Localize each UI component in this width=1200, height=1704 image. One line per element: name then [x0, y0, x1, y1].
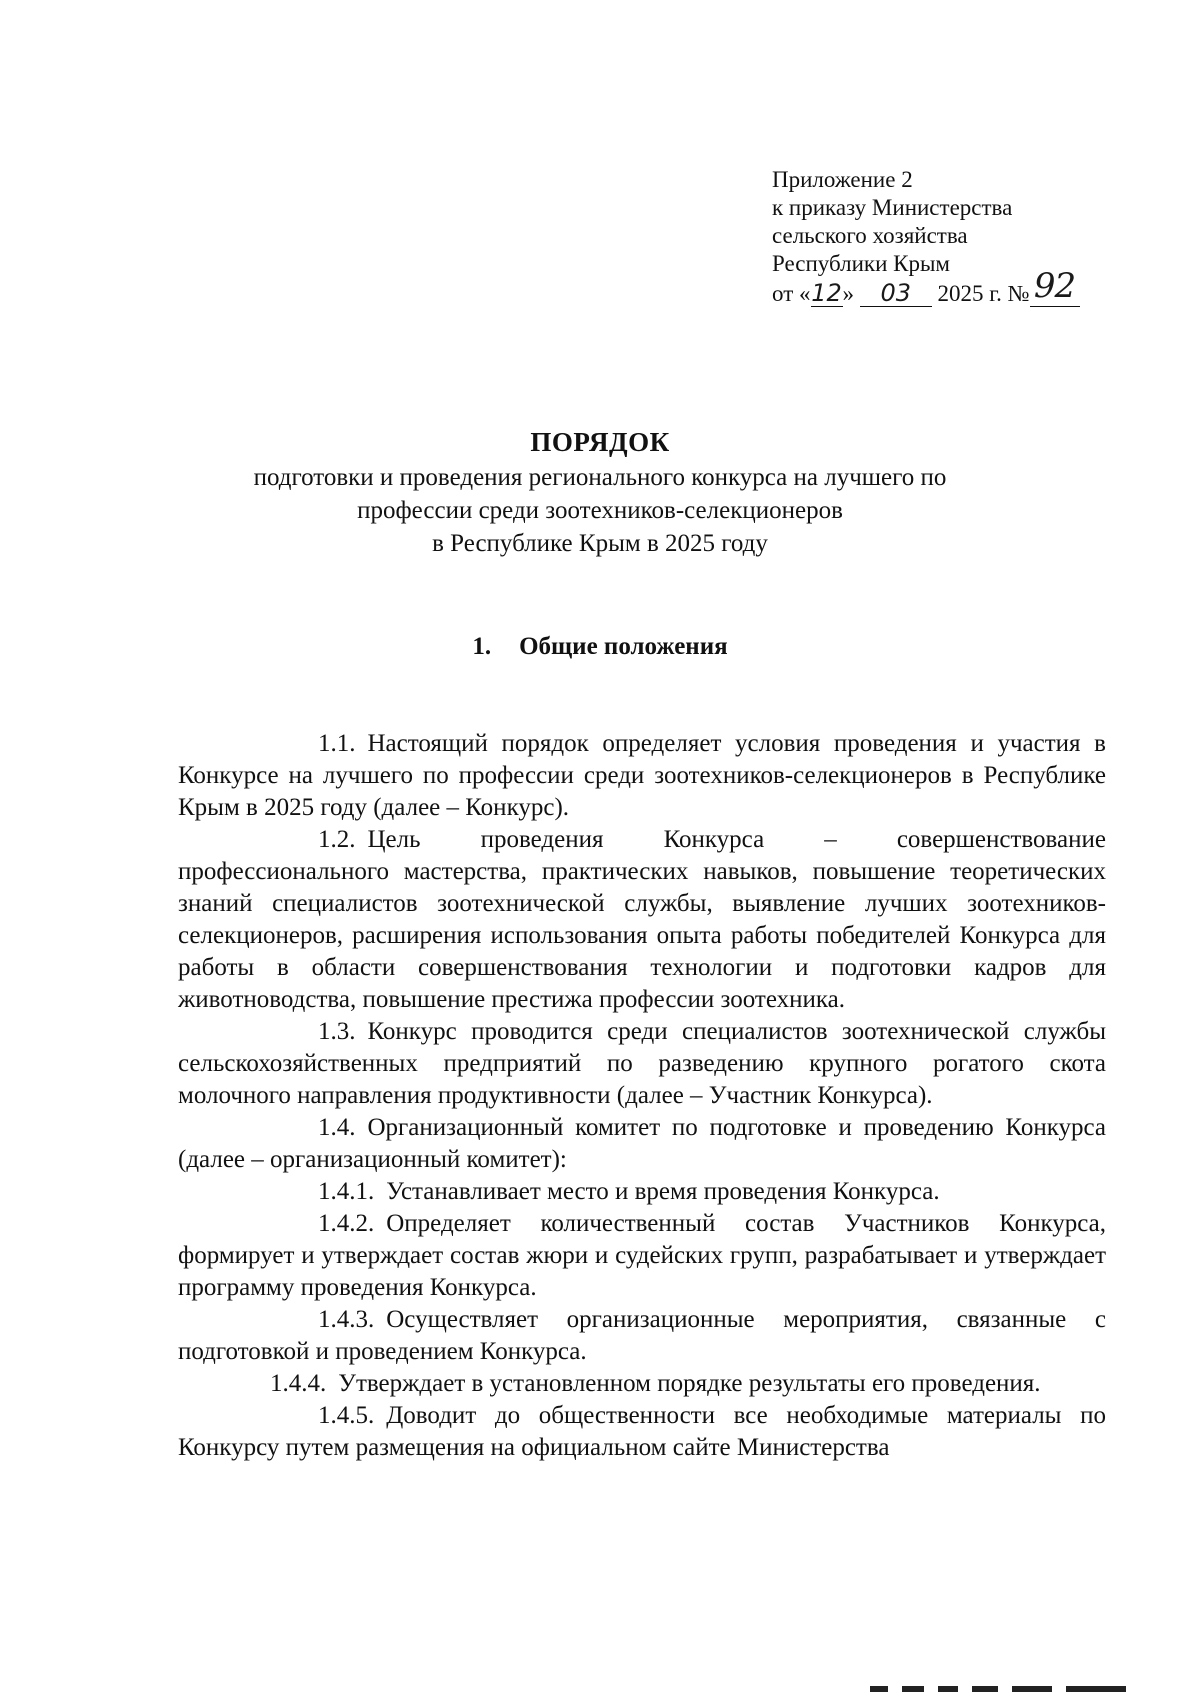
document-title: ПОРЯДОК: [530, 427, 670, 457]
subtitle-line-2: профессии среди зоотехников-селекционеров: [357, 497, 843, 524]
scan-mark: [972, 1686, 998, 1692]
paragraph-number: 1.4.: [318, 1114, 356, 1141]
scan-edge-marks: [870, 1686, 1170, 1694]
paragraph-number: 1.4.2.: [318, 1210, 375, 1237]
paragraph-text: Настоящий порядок определяет условия проведения и участия в Конкурсе на лучшего по профессии среди зоотехников-селекционеров в Республике Крым в 2025 году (далее – Конкурс).: [178, 730, 1106, 821]
paragraph-number: 1.2.: [318, 826, 356, 853]
paragraph: [178, 1208, 1106, 1304]
order-number-field: [1030, 266, 1080, 307]
annex-line-4: Республики Крым: [772, 251, 950, 276]
paragraph: [178, 1176, 1106, 1208]
paragraph: [178, 1112, 1106, 1176]
paragraph-text: Доводит до общественности все необходимые материалы по Конкурсу путем размещения на официальном сайте Министерства: [178, 1402, 1106, 1461]
order-month: 03: [880, 279, 912, 307]
scan-mark: [902, 1686, 924, 1692]
section-number: 1.: [472, 633, 492, 660]
paragraph-number: 1.4.5.: [318, 1402, 375, 1429]
annex-line-2: к приказу Министерства: [772, 195, 1013, 220]
paragraph-number: 1.1.: [318, 730, 356, 757]
paragraph-number: 1.4.1.: [318, 1178, 375, 1205]
subtitle-line-1: подготовки и проведения регионального конкурса на лучшего по: [253, 464, 947, 491]
paragraph-text: Организационный комитет по подготовке и проведению Конкурса (далее – организационный комитет):: [178, 1114, 1106, 1173]
paragraph: [178, 824, 1106, 1016]
paragraph-text: Определяет количественный состав Участников Конкурса, формирует и утверждает состав жюри и судейских групп, разрабатывает и утверждает программу проведения Конкурса.: [178, 1210, 1106, 1301]
paragraph-text: Осуществляет организационные мероприятия, связанные с подготовкой и проведением Конкурса.: [178, 1306, 1106, 1365]
paragraph-number: 1.3.: [318, 1018, 356, 1045]
paragraph-number: 1.4.4.: [270, 1370, 327, 1397]
document-body: [178, 728, 1106, 1464]
document-subtitle: [180, 461, 1020, 560]
paragraph: [178, 1016, 1106, 1112]
paragraph-text: Конкурс проводится среди специалистов зоотехнической службы сельскохозяйственных предприятий по разведению крупного рогатого скота молочного направления продуктивности (далее – Участник Конкурса).: [178, 1018, 1106, 1109]
subtitle-line-3: в Республике Крым в 2025 году: [432, 530, 768, 557]
paragraph-number: 1.4.3.: [318, 1306, 375, 1333]
order-month-field: [860, 281, 932, 307]
section-heading: [0, 631, 1200, 663]
annex-line-1: Приложение 2: [772, 167, 913, 192]
scan-mark: [938, 1686, 958, 1692]
scan-mark: [1066, 1686, 1126, 1692]
order-number: 92: [1033, 266, 1076, 306]
order-day-field: [811, 281, 843, 307]
paragraph-text: Цель проведения Конкурса – совершенствование профессионального мастерства, практических навыков, повышение теоретических знаний специалистов зоотехнической службы, выявление лучших зоотехников-селекционеров, расширения использования опыта работы победителей Конкурса для работы в области совершенствования технологии и подготовки кадров для животноводства, повышение престижа профессии зоотехника.: [178, 826, 1106, 1013]
order-day-close: »: [842, 281, 854, 306]
annex-line-3: сельского хозяйства: [772, 223, 968, 248]
order-date-line: [772, 266, 1162, 308]
paragraph: [178, 1400, 1106, 1464]
annex-block: [772, 166, 1162, 308]
paragraph-text: Устанавливает место и время проведения Конкурса.: [386, 1178, 940, 1205]
paragraph: [178, 1368, 1106, 1400]
paragraph-text: Утверждает в установленном порядке результаты его проведения.: [338, 1370, 1041, 1397]
order-prefix: от «: [772, 281, 811, 306]
scan-mark: [1012, 1686, 1052, 1692]
order-year: 2025 г. №: [937, 281, 1030, 306]
paragraph: [178, 728, 1106, 824]
scan-mark: [870, 1686, 888, 1692]
section-title: Общие положения: [519, 633, 728, 660]
order-day: 12: [811, 279, 842, 307]
paragraph: [178, 1304, 1106, 1368]
